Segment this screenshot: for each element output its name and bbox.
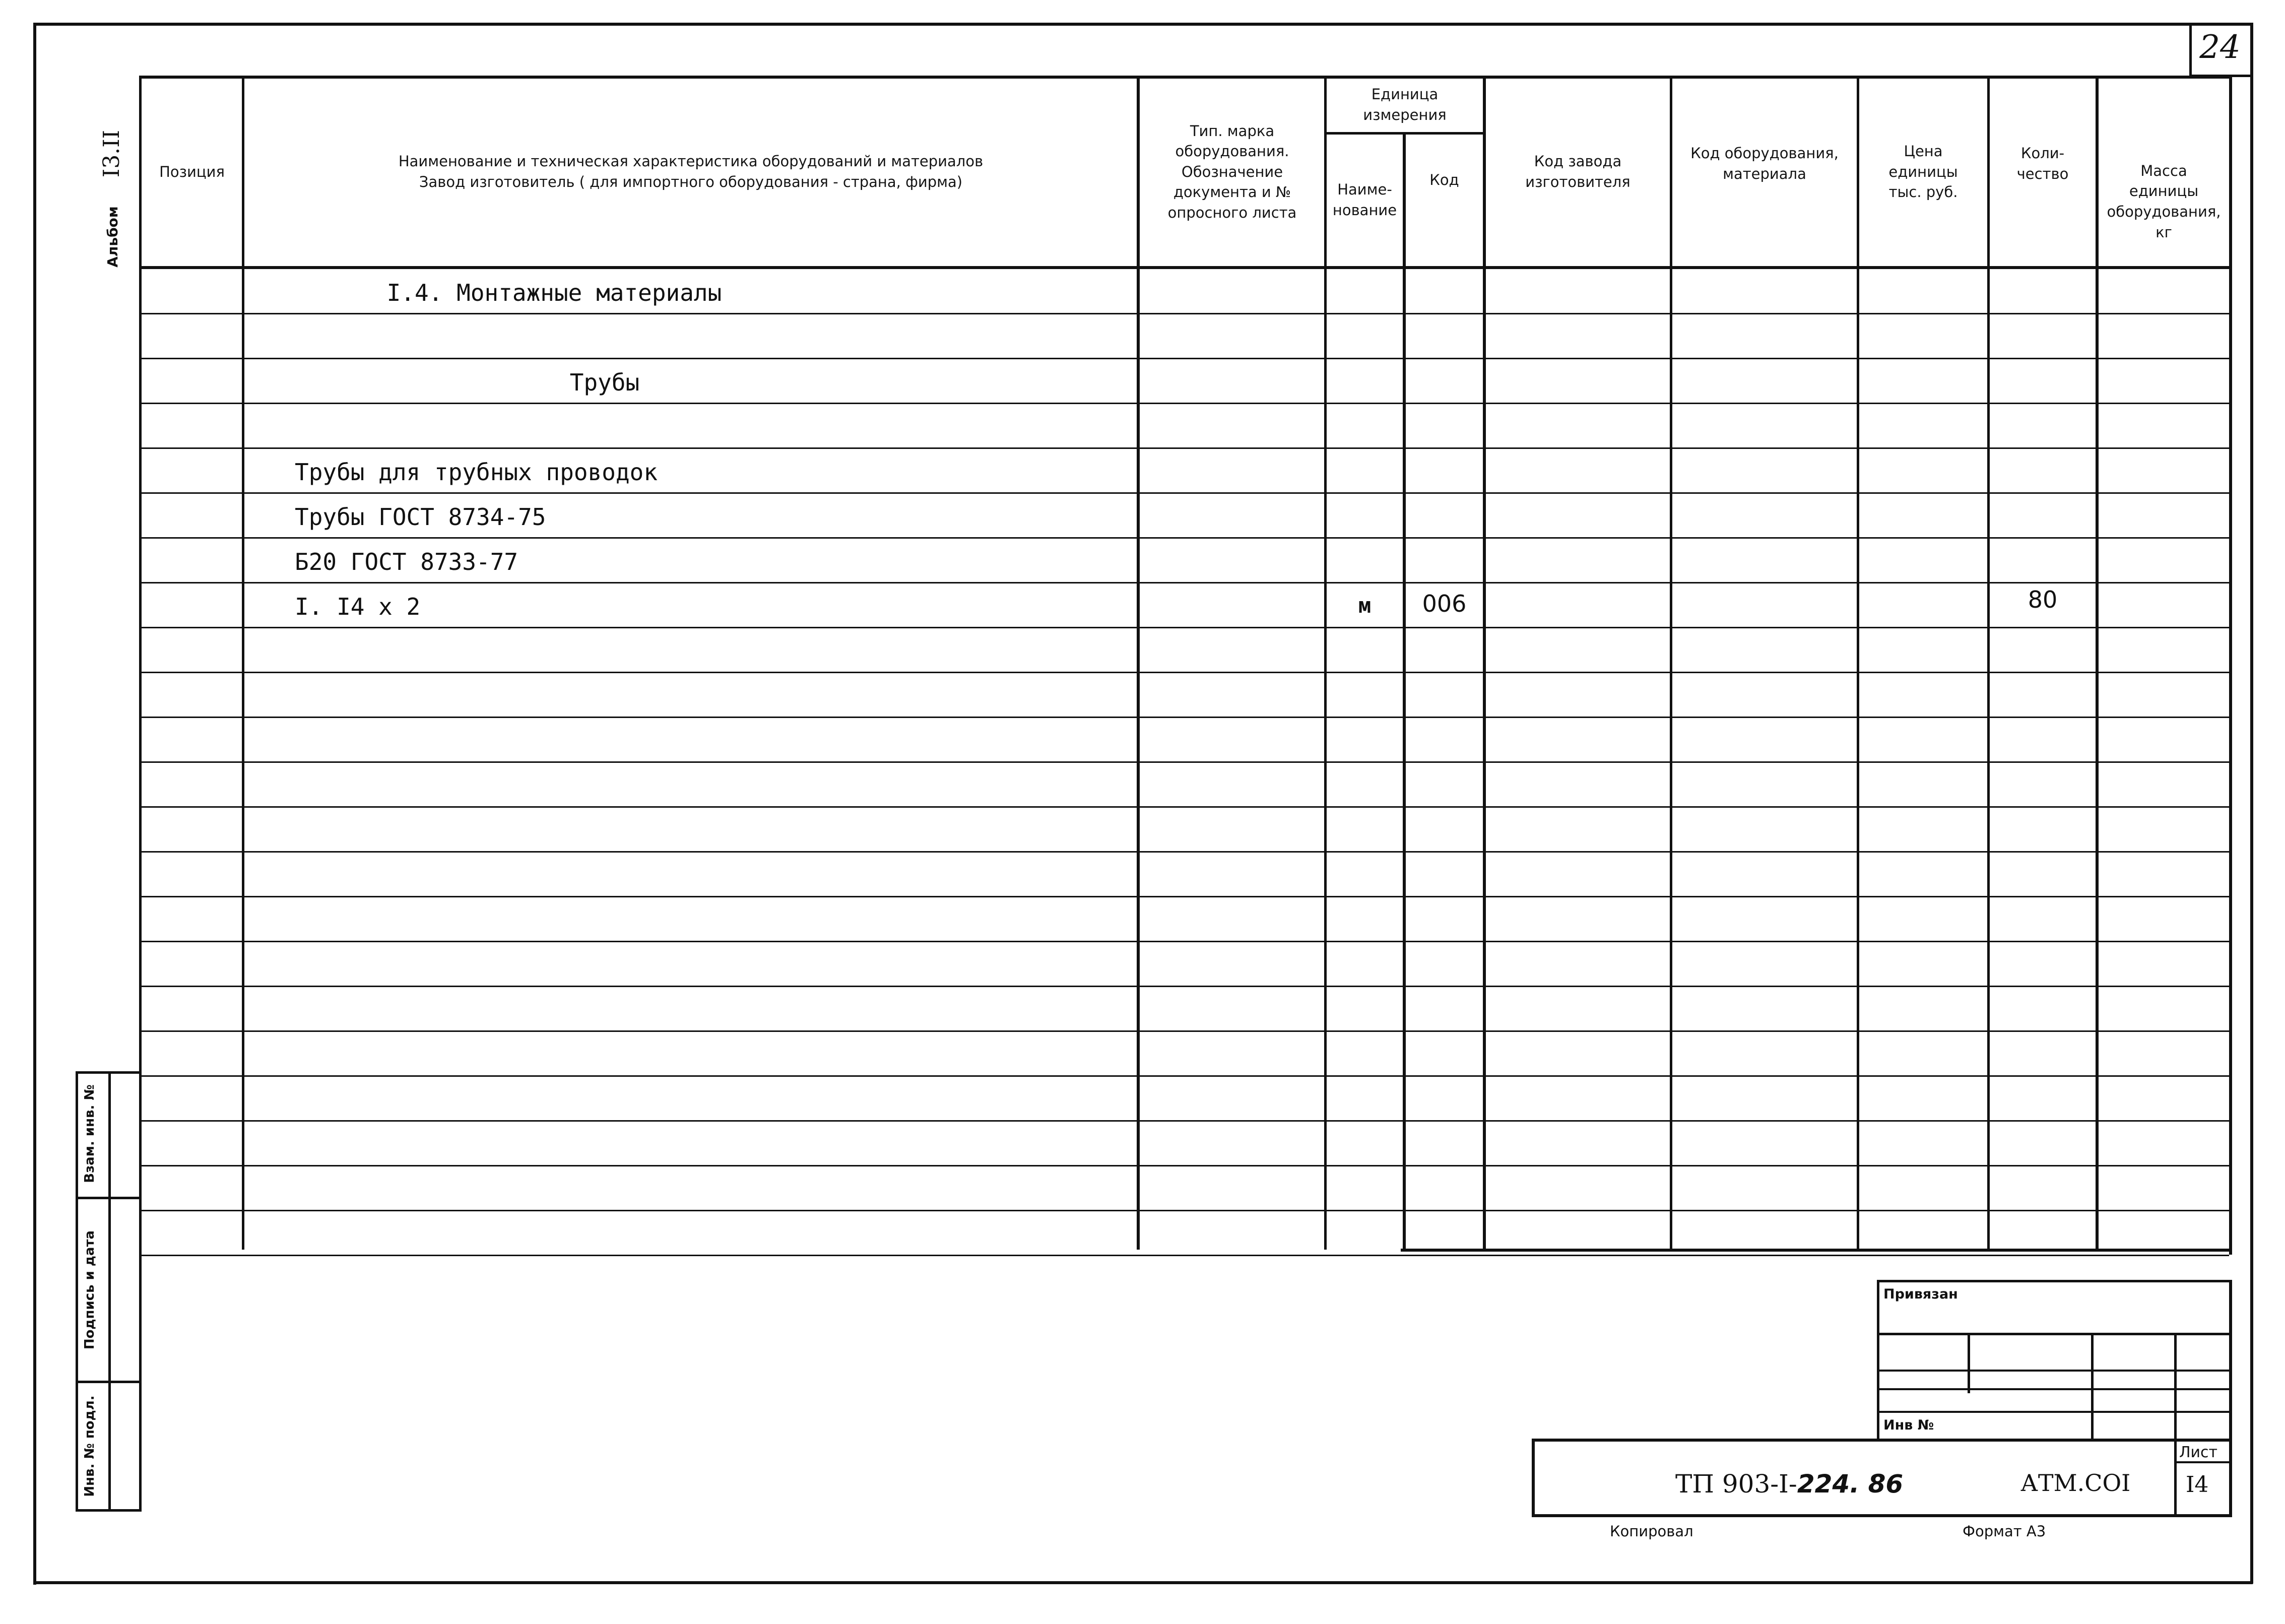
row-code: 006 [1422, 590, 1467, 617]
row-line [142, 1075, 2229, 1077]
side-vzam-label: Взам. инв. № [82, 1084, 97, 1183]
row-line [142, 761, 2229, 763]
stamp-doc-number-suffix: 224. 86 [1797, 1469, 1904, 1499]
header-quantity [1990, 78, 2096, 249]
header-price-line2: единицы [1888, 163, 1958, 180]
row-name: Трубы ГОСТ 8734-75 [295, 503, 546, 531]
side-inv-label: Инв. № подл. [82, 1395, 97, 1497]
stamp-top [1877, 1280, 2232, 1282]
header-position-text: Позиция [159, 163, 225, 180]
header-type-line2: оборудования. [1175, 143, 1289, 160]
header-unit-code [1406, 135, 1483, 225]
sheet-corner-number: 24 [2199, 29, 2241, 66]
side-stamp-mid [108, 1072, 111, 1511]
header-price-line1: Цена [1904, 143, 1943, 160]
side-stamp-div1 [76, 1197, 141, 1199]
header-unit-name-line2: нование [1332, 202, 1397, 219]
header-type-line4: документа и № [1173, 183, 1291, 201]
table-bottom [1401, 1249, 2232, 1252]
header-mass-line2: единицы [2129, 182, 2199, 200]
footer-copied: Копировал [1610, 1523, 1693, 1540]
album-label: Альбом [104, 206, 121, 268]
side-stamp-right [139, 1072, 142, 1512]
row-line [142, 672, 2229, 673]
row-line [142, 447, 2229, 449]
header-position [142, 78, 242, 266]
row-line [142, 537, 2229, 539]
stamp-col2 [2091, 1333, 2094, 1441]
stamp-left-upper [1877, 1280, 1879, 1441]
row-line [142, 403, 2229, 404]
row-name: Трубы для трубных проводок [295, 459, 658, 486]
header-unit-name-line1: Наиме- [1337, 181, 1392, 199]
stamp-row4 [1877, 1411, 2232, 1413]
header-unit-line2: измерения [1363, 106, 1447, 123]
stamp-col1 [1968, 1333, 1970, 1393]
row-line [142, 1165, 2229, 1166]
row-line [142, 1210, 2229, 1211]
header-unit-code-text: Код [1429, 171, 1459, 188]
row-name: I.4. Монтажные материалы [386, 279, 722, 306]
row-line [142, 492, 2229, 494]
stamp-right [2229, 1280, 2232, 1517]
stamp-col3 [2174, 1333, 2177, 1514]
frame-bottom [33, 1581, 2253, 1584]
row-line [142, 313, 2229, 314]
row-line [142, 358, 2229, 359]
header-unit-group [1327, 78, 1483, 132]
header-mass [2099, 151, 2229, 252]
header-factory [1486, 78, 1670, 266]
header-equip-line2: материала [1723, 165, 1806, 182]
row-unit: м [1358, 593, 1372, 618]
header-unit-name [1327, 135, 1403, 266]
header-equipment [1672, 78, 1857, 249]
row-line [142, 851, 2229, 853]
header-type-line5: опросного листа [1167, 204, 1297, 221]
stamp-row1 [1877, 1333, 2232, 1335]
row-name: Б20 ГОСТ 8733-77 [295, 548, 518, 575]
row-line [142, 717, 2229, 718]
row-line [142, 1120, 2229, 1122]
header-mass-line4: кг [2156, 223, 2172, 241]
row-line [142, 1255, 2229, 1256]
row-line [142, 941, 2229, 942]
header-mass-line3: оборудования, [2107, 203, 2221, 220]
stamp-doc-code: АТМ.СОI [2020, 1469, 2131, 1497]
header-name-line1: Наименование и техническая характеристика оборудований и материалов [398, 153, 984, 170]
col-name-right [1137, 76, 1140, 1250]
frame-top [35, 23, 2252, 26]
stamp-main-left [1532, 1439, 1535, 1517]
row-line [142, 1030, 2229, 1032]
album-code: I3.II [99, 129, 124, 178]
header-type [1140, 78, 1324, 266]
stamp-doc-number [1675, 1471, 1903, 1497]
stamp-list-number: I4 [2186, 1472, 2209, 1498]
header-price-line3: тыс. руб. [1888, 183, 1958, 201]
table-right [2229, 76, 2232, 1255]
header-mass-line1: Масса [2140, 162, 2187, 179]
row-line [142, 627, 2229, 628]
header-equip-line1: Код оборудования, [1690, 145, 1839, 162]
stamp-main-top [1532, 1439, 2232, 1442]
stamp-row2 [1877, 1370, 2232, 1372]
frame-right [2250, 23, 2253, 1584]
frame-left [33, 23, 36, 1585]
col-position-right [242, 76, 244, 1250]
stamp-list-label: Лист [2179, 1444, 2218, 1461]
header-factory-line1: Код завода [1534, 153, 1622, 170]
row-line [142, 582, 2229, 583]
stamp-main-bottom [1532, 1514, 2232, 1517]
header-type-line1: Тип. марка [1190, 122, 1275, 140]
header-factory-line2: изготовителя [1525, 173, 1630, 190]
row-line [142, 896, 2229, 897]
stamp-doc-number-prefix: ТП 903-I- [1675, 1469, 1797, 1499]
stamp-privyazan: Привязан [1883, 1286, 1958, 1302]
side-stamp-left [76, 1072, 78, 1511]
header-type-line3: Обозначение [1181, 163, 1283, 180]
stamp-list-divider [2174, 1461, 2232, 1463]
header-price [1859, 78, 1987, 266]
header-name-line2: Завод изготовитель ( для импортного оборудования - страна, фирма) [419, 173, 963, 190]
row-quantity: 80 [2028, 586, 2058, 613]
row-name: I. I4 x 2 [295, 593, 421, 620]
header-qty-line2: чество [2016, 165, 2069, 182]
header-bottom [141, 266, 2232, 269]
side-podpis-label: Подпись и дата [82, 1230, 97, 1350]
row-name: Трубы [569, 369, 640, 396]
stamp-inv-no: Инв № [1883, 1417, 1934, 1433]
header-unit-line1: Единица [1371, 86, 1439, 103]
footer-format: Формат А3 [1963, 1523, 2046, 1540]
header-qty-line1: Коли- [2020, 145, 2065, 162]
stamp-row3 [1877, 1388, 2232, 1390]
col-unitname-right [1403, 134, 1406, 1251]
row-line [142, 986, 2229, 987]
header-name [245, 78, 1137, 266]
row-line [142, 806, 2229, 808]
